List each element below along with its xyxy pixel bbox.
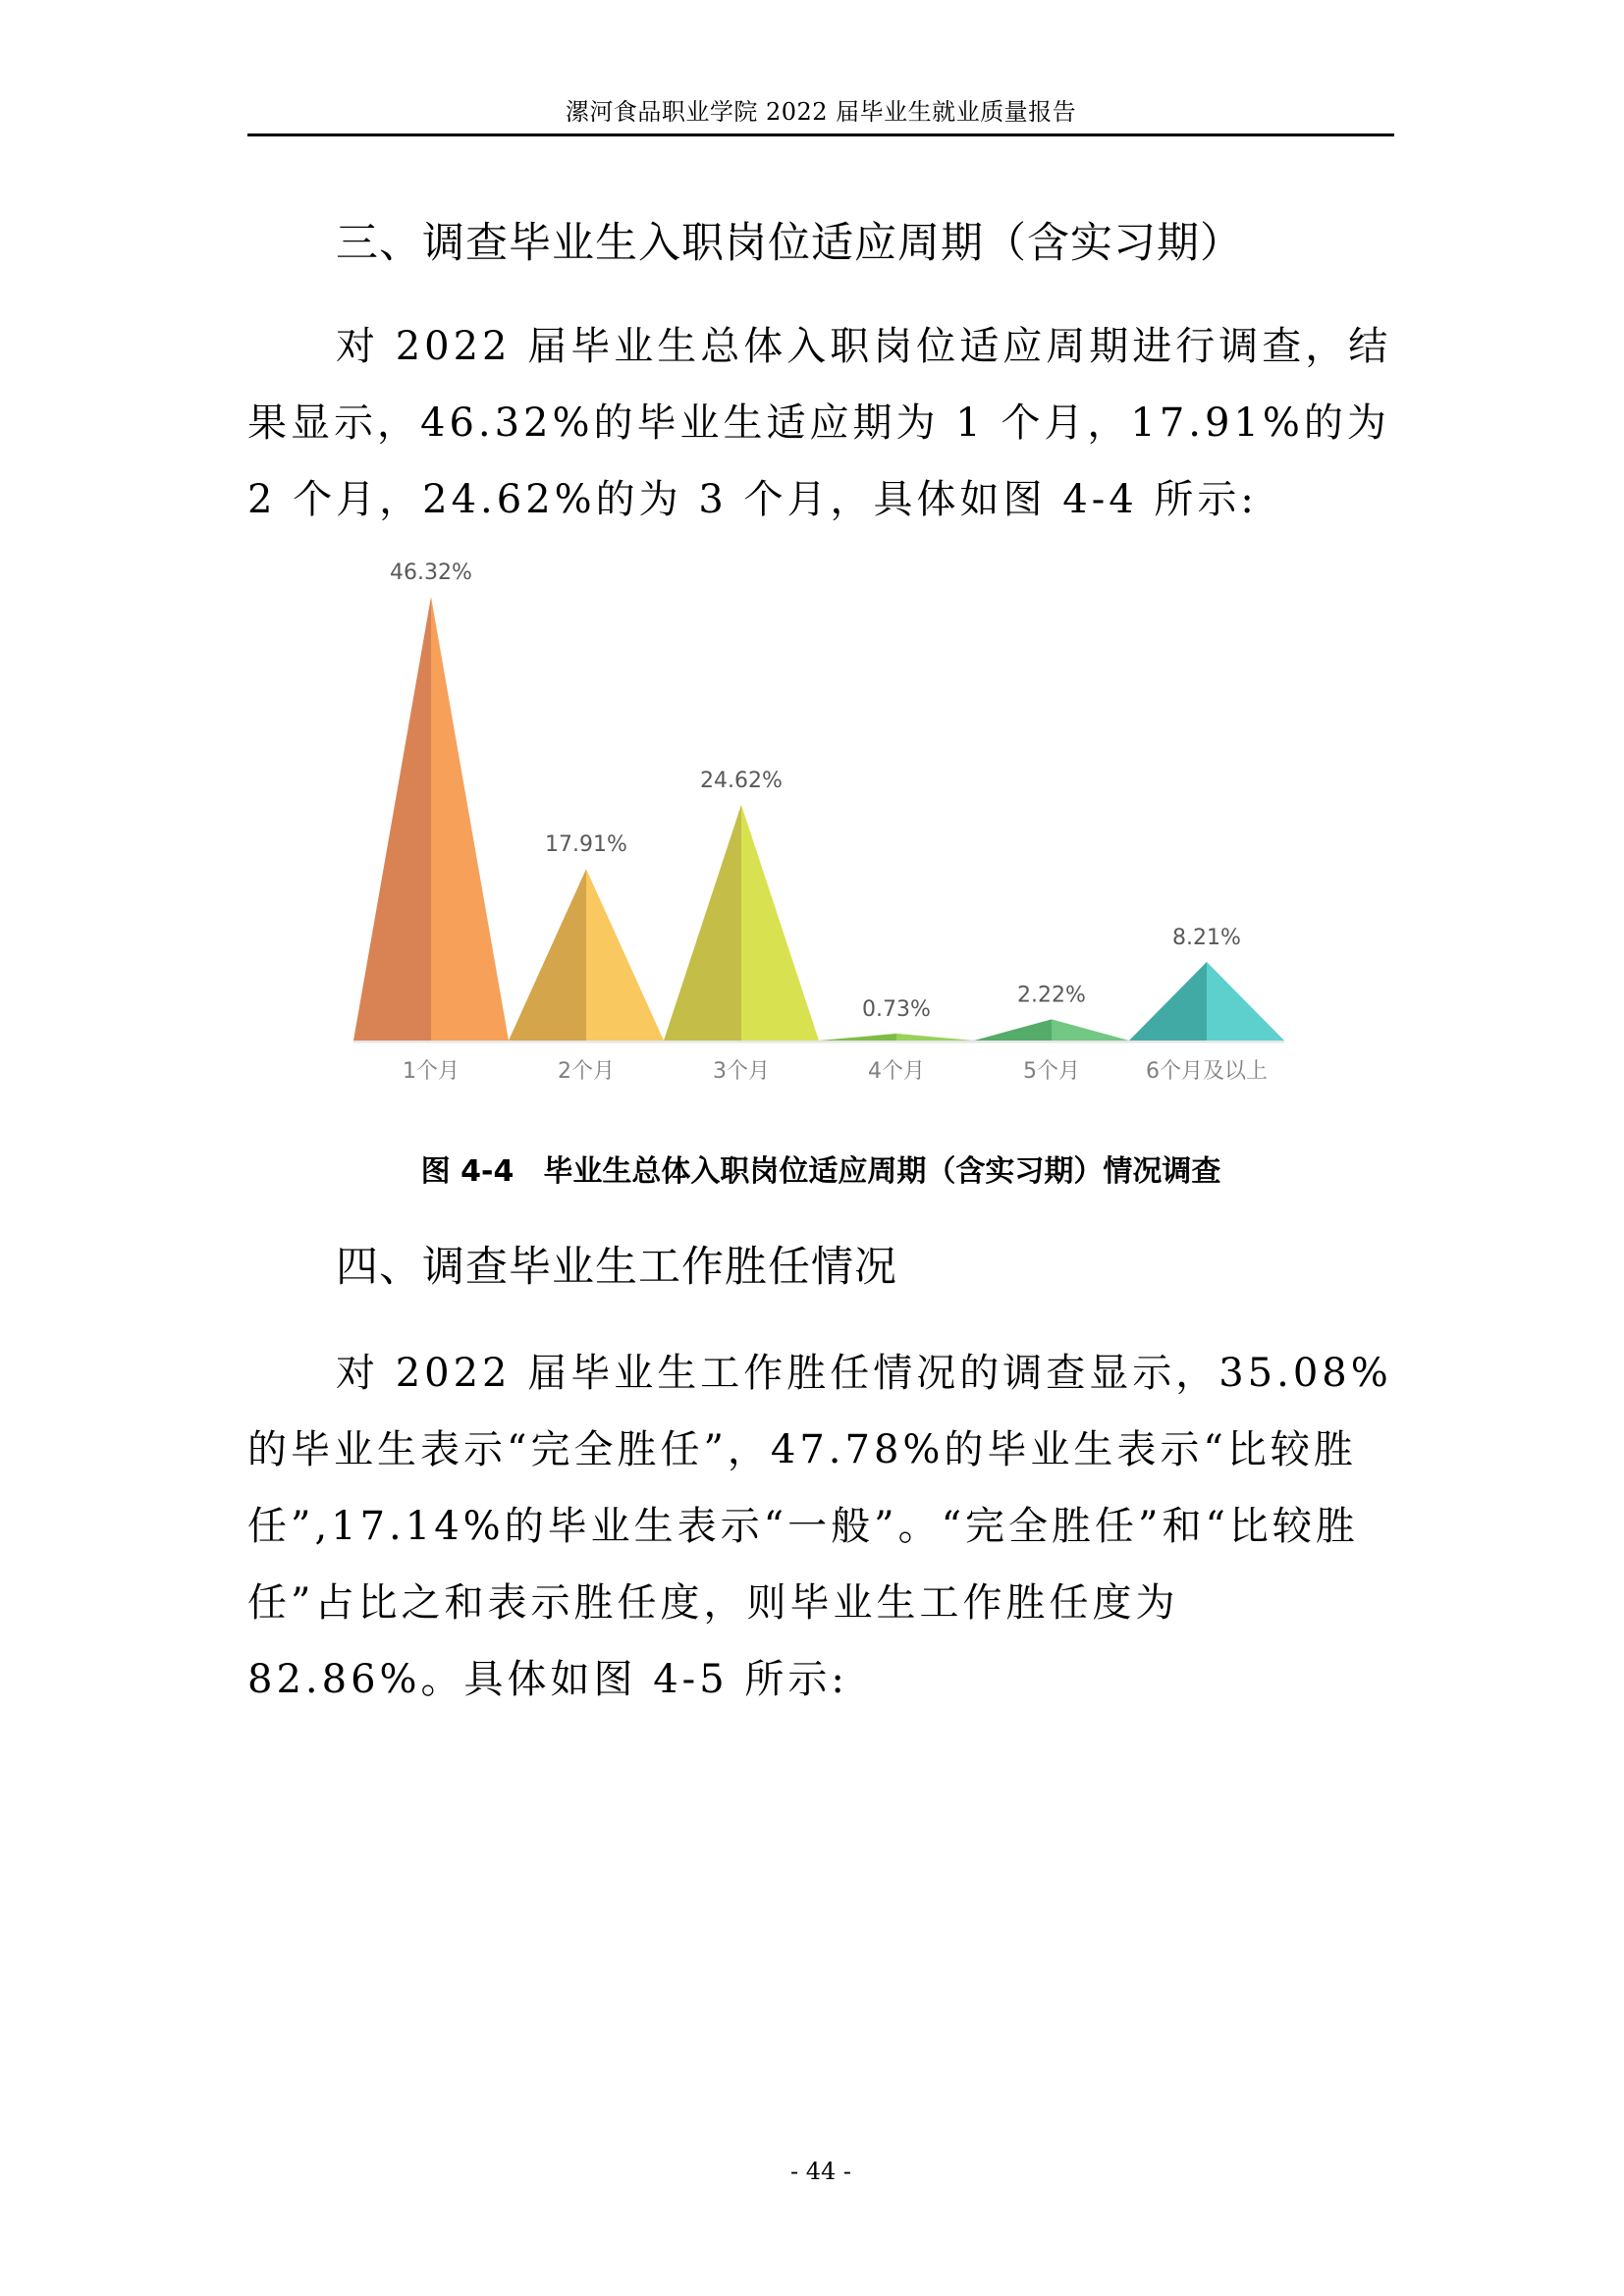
chart-category-label-1: 1个月 [403,1059,460,1084]
adaptation-period-chart [334,538,1306,1107]
section-heading-4: 四、调查毕业生工作胜任情况 [336,1243,897,1292]
chart-data-label-1: 46.32% [390,561,472,585]
chart-peak-right-5 [1052,1019,1129,1041]
chart-peak-right-6 [1207,962,1284,1041]
chart-data-label-2: 17.91% [545,832,627,858]
chart-category-label-6: 6个月及以上 [1146,1059,1268,1084]
chart-category-label-2: 2个月 [558,1059,615,1084]
chart-data-label-5: 2.22% [1017,983,1086,1008]
chart-category-label-4: 4个月 [868,1059,925,1084]
chart-peak-right-2 [586,869,664,1041]
chart-peak-right-3 [741,805,819,1041]
header-title: 漯河食品职业学院 2022 届毕业生就业质量报告 [565,98,1077,126]
section-3-paragraph: 对 2022 届毕业生总体入职岗位适应周期进行调查，结果显示，46.32%的毕业生适应期为 1 个月，17.91%的为 2 个月，24.62%的为 3 个月，具体如图 4-4 所示: [247,324,1392,522]
chart-data-label-4: 0.73% [862,996,931,1022]
chart-peak-right-1 [431,597,509,1041]
chart-peak-left-3 [664,805,741,1041]
chart-peak-right-4 [896,1034,974,1041]
section-4-paragraph: 对 2022 届毕业生工作胜任情况的调查显示，35.08%的毕业生表示“完全胜任”，47.78%的毕业生表示“比较胜任”,17.14%的毕业生表示“一般”。“完全胜任”和“比较胜任”占比之和表示胜任度，则毕业生工作胜任度为 82.86%。具体如图 4-5 所示: [247,1351,1392,1702]
page-header [247,90,1394,136]
chart-category-label-5: 5个月 [1023,1059,1080,1084]
chart-peak-left-5 [974,1019,1052,1041]
figure-caption: 图 4-4 毕业生总体入职岗位适应周期（含实习期）情况调查 [420,1154,1221,1189]
chart-data-label-6: 8.21% [1172,925,1241,950]
chart-peak-left-4 [819,1034,896,1041]
chart-peak-left-1 [353,597,431,1041]
chart-peak-left-6 [1129,962,1207,1041]
chart-category-label-3: 3个月 [713,1059,770,1084]
section-heading-3: 三、调查毕业生入职岗位适应周期（含实习期） [336,219,1243,268]
chart-data-label-3: 24.62% [700,768,783,793]
page-number: - 44 - [789,2158,851,2185]
chart-peak-left-2 [509,869,586,1041]
